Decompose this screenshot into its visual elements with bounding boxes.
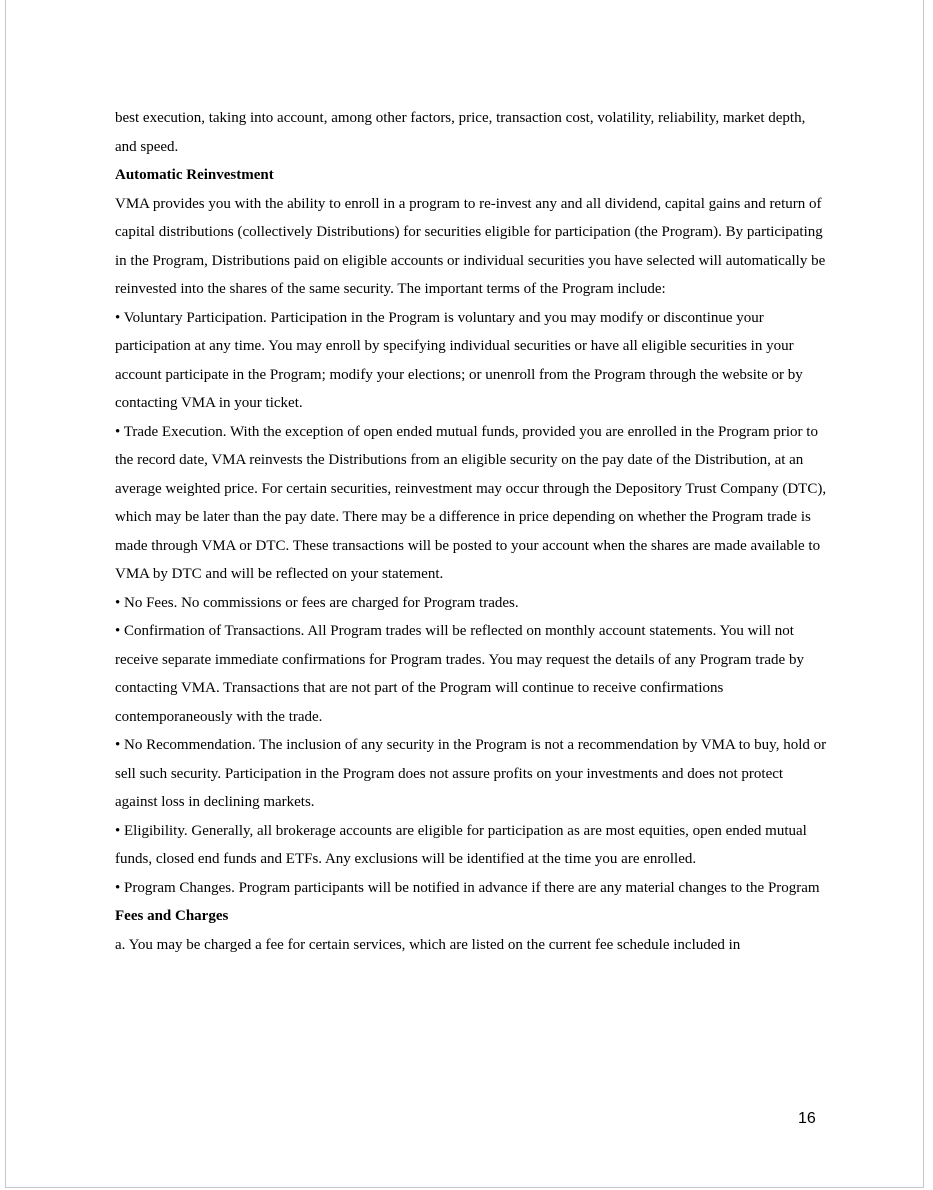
paragraph-fees-a: a. You may be charged a fee for certain services, which are listed on the current fee schedule included in bbox=[115, 936, 741, 953]
bullet-program-changes: • Program Changes. Program participants will be notified in advance if there are any material changes to the Program bbox=[115, 879, 820, 896]
bullet-trade-execution: • Trade Execution. With the exception of open ended mutual funds, provided you are enrolled in the Program prior to the record date, VMA reinvests the Distributions from an eligible security on the pay date of the Distribution, at an average weighted price. For certain securities, reinvestment may occur through the Depository Trust Company (DTC), which may be later than the pay date. There may be a difference in price depending on whether the Program trade is made through VMA or DTC. These transactions will be posted to your account when the shares are made available to VMA by DTC and will be reflected on your statement. bbox=[115, 423, 827, 582]
heading-fees-and-charges: Fees and Charges bbox=[115, 908, 229, 924]
bullet-confirmation-of-transactions: • Confirmation of Transactions. All Program trades will be reflected on monthly account statements. You will not receive separate immediate confirmations for Program trades. You may request the details of any Program trade by contacting VMA. Transactions that are not part of the Program will continue to receive confirmations contemporaneously with the trade. bbox=[115, 623, 804, 725]
bullet-no-fees: • No Fees. No commissions or fees are charged for Program trades. bbox=[115, 594, 519, 611]
page-number: 16 bbox=[798, 1110, 816, 1127]
document-page bbox=[5, 0, 924, 1188]
paragraph-program-intro: VMA provides you with the ability to enroll in a program to re-invest any and all dividend, capital gains and return of capital distributions (collectively Distributions) for securities eligible for participation (the Program). By participating in the Program, Distributions paid on eligible accounts or individual securities you have selected will automatically be reinvested into the shares of the same security. The important terms of the Program include: bbox=[115, 195, 826, 297]
page-body bbox=[115, 104, 827, 959]
bullet-eligibility: • Eligibility. Generally, all brokerage accounts are eligible for participation as are most equities, open ended mutual funds, closed end funds and ETFs. Any exclusions will be identified at the time you are enrolled. bbox=[115, 822, 807, 867]
bullet-no-recommendation: • No Recommendation. The inclusion of any security in the Program is not a recommendation by VMA to buy, hold or sell such security. Participation in the Program does not assure profits on your investments and does not protect against loss in declining markets. bbox=[115, 737, 827, 810]
paragraph-best-execution: best execution, taking into account, among other factors, price, transaction cost, volatility, reliability, market depth, and speed. bbox=[115, 110, 806, 155]
bullet-voluntary-participation: • Voluntary Participation. Participation in the Program is voluntary and you may modify or discontinue your participation at any time. You may enroll by specifying individual securities or have all eligible securities in your account participate in the Program; modify your elections; or unenroll from the Program through the website or by contacting VMA in your ticket. bbox=[115, 309, 803, 411]
heading-automatic-reinvestment: Automatic Reinvestment bbox=[115, 167, 274, 183]
